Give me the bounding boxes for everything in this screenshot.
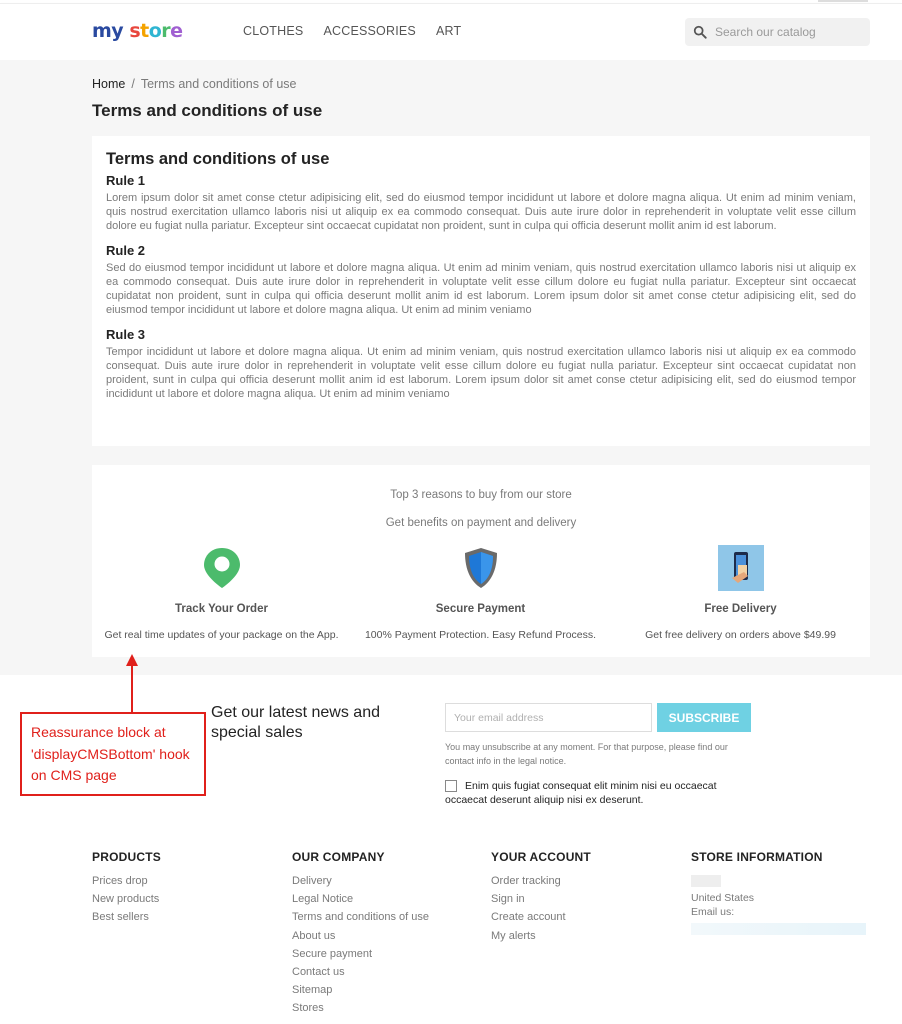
reassurance-item-delivery — [611, 545, 870, 641]
reassurance-title: Top 3 reasons to buy from our store — [390, 489, 572, 501]
footer-link[interactable]: Prices drop — [92, 875, 148, 887]
reassurance-item-track — [92, 545, 351, 641]
newsletter-title: Get our latest news and special sales — [211, 704, 380, 741]
reassurance-subtitle: Get benefits on payment and delivery — [385, 517, 577, 529]
footer-link[interactable]: Stores — [292, 1002, 324, 1015]
reassurance-name: Secure Payment — [435, 603, 526, 615]
reassurance-block — [92, 465, 870, 657]
footer-link[interactable]: Order tracking — [491, 875, 561, 887]
footer-link[interactable]: My alerts — [491, 929, 536, 942]
reassurance-desc: Get free delivery on orders above $49.99 — [645, 629, 836, 641]
footer-link[interactable]: Legal Notice — [292, 893, 354, 906]
logo-letter: r — [161, 20, 171, 42]
footer-link[interactable]: Best sellers — [92, 911, 149, 924]
shield-icon — [461, 546, 501, 590]
footer-heading: STORE INFORMATION — [691, 850, 823, 864]
footer-link[interactable]: Sign in — [491, 893, 525, 906]
rule-title: Rule 3 — [106, 327, 146, 342]
footer-store-info — [691, 850, 866, 935]
logo-letter: e — [170, 20, 183, 42]
footer-heading: YOUR ACCOUNT — [491, 850, 591, 864]
breadcrumb — [92, 77, 296, 91]
footer-account — [491, 850, 591, 948]
nav-accessories[interactable]: ACCESSORIES — [323, 24, 416, 38]
redacted-email[interactable] — [691, 923, 866, 935]
search-input[interactable] — [715, 25, 865, 39]
reassurance-desc: 100% Payment Protection. Easy Refund Process. — [364, 629, 597, 641]
unsubscribe-note: You may unsubscribe at any moment. For that purpose, please find our contact info in the legal notice. — [445, 742, 728, 766]
main-nav — [243, 24, 461, 38]
footer-link[interactable]: Delivery — [292, 875, 332, 887]
rule-text: Tempor incididunt ut labore et dolore magna aliqua. Ut enim ad minim veniam, quis nostrud exercitation ullamco laboris nisi ut aliquip ex ea commodo consequat. Duis aute irure dolor in reprehenderit in voluptate velit esse cillum dolore eu fugiat nulla pariatur. Excepteur sint occaecat cupidatat non proident, sunt in culpa qui officia deserunt mollit anim id est laborum. Lorem ipsum dolor sit amet conse ctetur adipisicing elit, sed do eiusmod tempor incididunt ut labore et dolore magna aliqua. Ut enim ad minim veniamo — [106, 346, 856, 400]
email-field[interactable] — [445, 703, 652, 732]
rule-text: Sed do eiusmod tempor incididunt ut labore et dolore magna aliqua. Ut enim ad minim veniam, quis nostrud exercitation ullamco laboris nisi ut aliquip ex ea commodo consequat. Duis aute irure dolor in reprehenderit in voluptate velit esse cillum dolore eu fugiat nulla pariatur. Excepteur sint occaecat cupidatat non proident, sunt in culpa qui officia deserunt mollit anim id est laborum. Lorem ipsum dolor sit amet conse ctetur adipisicing elit, sed do eiusmod tempor incididunt ut labore et dolore magna aliqua. Ut enim ad minim veniamo — [106, 262, 856, 316]
location-pin-icon — [202, 546, 242, 590]
store-email-label: Email us: — [691, 906, 735, 918]
consent-text: Enim quis fugiat consequat elit minim nisi eu occaecat occaecat deserunt aliquip nisi ex deserunt. — [445, 780, 717, 806]
logo-letter: s — [129, 20, 141, 42]
logo-letter: o — [148, 20, 162, 42]
rule-title: Rule 1 — [106, 173, 146, 188]
footer-link[interactable]: Sitemap — [292, 984, 333, 997]
logo-letter: t — [140, 20, 149, 42]
page-title: Terms and conditions of use — [92, 101, 323, 120]
reassurance-item-payment — [351, 545, 610, 641]
footer-link[interactable]: Contact us — [292, 965, 345, 978]
cms-content — [92, 136, 870, 446]
redacted-store-name — [691, 875, 721, 887]
consent-row — [445, 779, 745, 807]
breadcrumb-separator: / — [131, 77, 135, 91]
logo-my: my — [92, 20, 124, 42]
reassurance-name: Free Delivery — [704, 603, 777, 615]
content-heading: Terms and conditions of use — [106, 150, 330, 168]
store-logo[interactable] — [92, 20, 183, 42]
phone-delivery-icon — [718, 545, 764, 591]
reassurance-name: Track Your Order — [175, 603, 268, 615]
footer-heading: OUR COMPANY — [292, 850, 385, 864]
breadcrumb-current: Terms and conditions of use — [140, 77, 297, 91]
rule-text: Lorem ipsum dolor sit amet conse ctetur adipisicing elit, sed do eiusmod tempor incididunt ut labore et dolore magna aliqua. Ut enim ad minim veniam, quis nostrud exercitation ullamco laboris nisi ut aliquip ex ea commodo consequat. Duis aute irure dolor in reprehenderit in voluptate velit esse cillum dolore eu fugiat nulla pariatur. Excepteur sint occaecat cupidatat non proident, sunt in culpa qui officia deserunt mollit anim id est laborum. — [106, 192, 856, 232]
footer-heading: PRODUCTS — [92, 850, 161, 864]
annotation-arrow — [120, 654, 150, 716]
footer-link[interactable]: Create account — [491, 911, 566, 924]
nav-clothes[interactable]: CLOTHES — [243, 24, 304, 38]
footer-link[interactable]: New products — [92, 893, 160, 906]
footer-link[interactable]: Terms and conditions of use — [292, 911, 429, 924]
nav-art[interactable]: ART — [435, 24, 462, 38]
store-country: United States — [691, 892, 755, 904]
search-box — [685, 18, 870, 46]
footer-company — [292, 850, 429, 1021]
reassurance-desc: Get real time updates of your package on the App. — [104, 629, 339, 641]
footer-products — [92, 850, 161, 930]
footer-link[interactable]: About us — [292, 929, 336, 942]
rule-title: Rule 2 — [106, 243, 146, 258]
breadcrumb-home[interactable]: Home — [92, 77, 126, 91]
footer-link[interactable]: Secure payment — [292, 947, 373, 960]
subscribe-button[interactable]: SUBSCRIBE — [657, 703, 751, 732]
top-bar-marker — [818, 0, 868, 2]
site-header — [0, 3, 902, 60]
search-icon[interactable] — [693, 25, 707, 39]
annotation-callout: Reassurance block at 'displayCMSBottom' hook on CMS page — [20, 712, 206, 796]
